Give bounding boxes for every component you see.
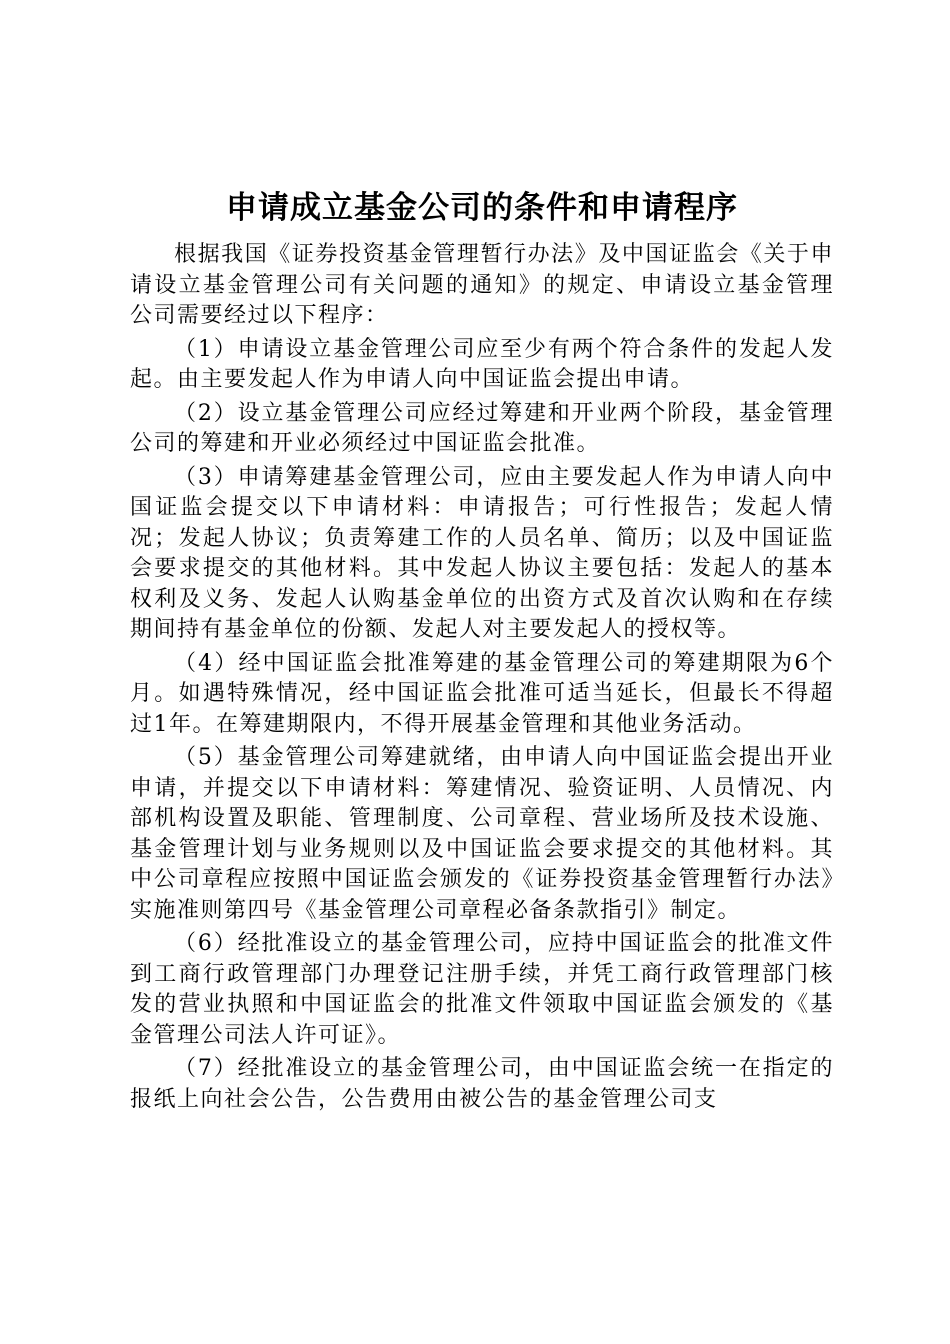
document-title: 申请成立基金公司的条件和申请程序 bbox=[226, 190, 738, 226]
document-page bbox=[130, 182, 834, 1118]
paragraph-step-6: （6）经批准设立的基金管理公司，应持中国证监会的批准文件到工商行政管理部门办理登记注册手续，并凭工商行政管理部门核发的营业执照和中国证监会的批准文件领取中国证监会颁发的《基金管理公司法人许可证》。 bbox=[130, 931, 834, 1048]
paragraph-step-7: （7）经批准设立的基金管理公司，由中国证监会统一在指定的报纸上向社会公告，公告费用由被公告的基金管理公司支 bbox=[130, 1056, 834, 1112]
paragraph-intro: 根据我国《证券投资基金管理暂行办法》及中国证监会《关于申请设立基金管理公司有关问题的通知》的规定、申请设立基金管理公司需要经过以下程序： bbox=[130, 242, 834, 328]
paragraph-step-5: （5）基金管理公司筹建就绪，由申请人向中国证监会提出开业申请，并提交以下申请材料：筹建情况、验资证明、人员情况、内部机构设置及职能、管理制度、公司章程、营业场所及技术设施、基金管理计划与业务规则以及中国证监会要求提交的其他材料。其中公司章程应按照中国证监会颁发的《证券投资基金管理暂行办法》实施准则第四号《基金管理公司章程必备条款指引》制定。 bbox=[130, 745, 834, 923]
paragraph-step-4: （4）经中国证监会批准筹建的基金管理公司的筹建期限为6个月。如遇特殊情况，经中国证监会批准可适当延长，但最长不得超过1年。在筹建期限内，不得开展基金管理和其他业务活动。 bbox=[130, 650, 834, 737]
paragraph-step-2: （2）设立基金管理公司应经过筹建和开业两个阶段，基金管理公司的筹建和开业必须经过中国证监会批准。 bbox=[130, 400, 834, 456]
paragraph-step-1: （1）申请设立基金管理公司应至少有两个符合条件的发起人发起。由主要发起人作为申请人向中国证监会提出申请。 bbox=[130, 336, 834, 392]
paragraph-step-3: （3）申请筹建基金管理公司，应由主要发起人作为申请人向中国证监会提交以下申请材料：申请报告；可行性报告；发起人情况；发起人协议；负责筹建工作的人员名单、简历；以及中国证监会要求提交的其他材料。其中发起人协议主要包括：发起人的基本权利及义务、发起人认购基金单位的出资方式及首次认购和在存续期间持有基金单位的份额、发起人对主要发起人的授权等。 bbox=[130, 464, 834, 642]
